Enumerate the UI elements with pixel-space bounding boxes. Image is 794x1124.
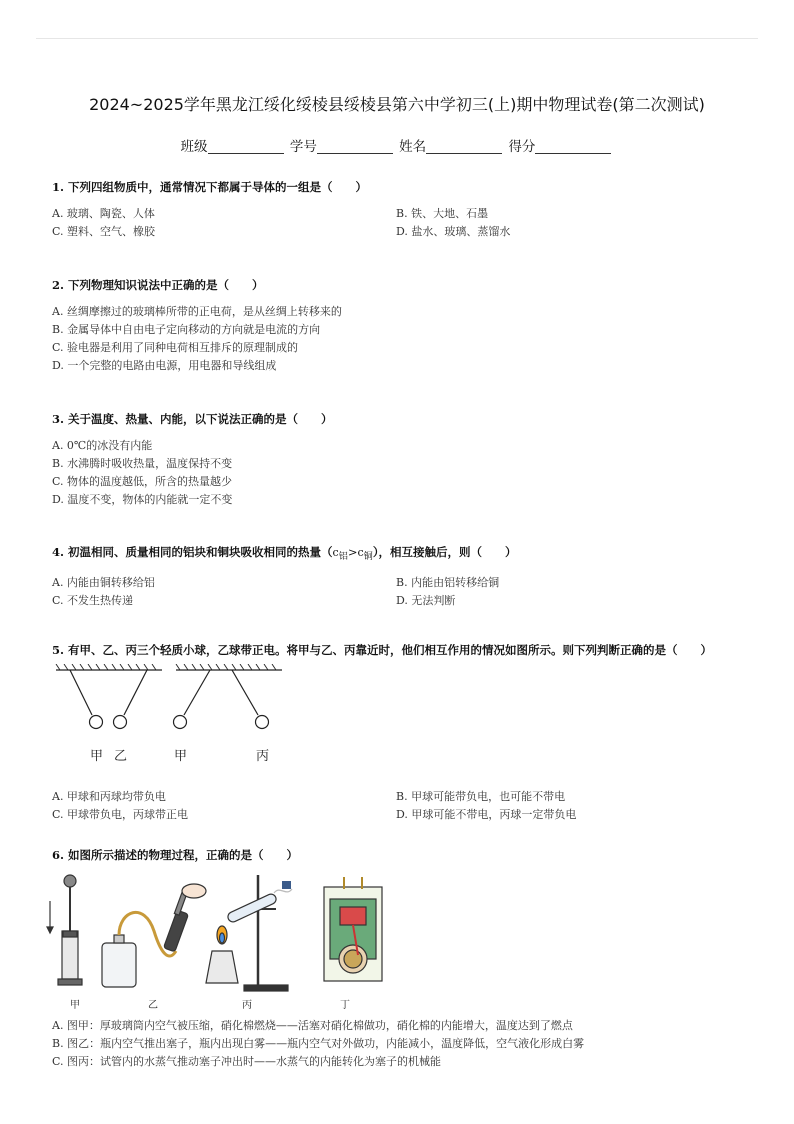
- ball-label-jia-1: 甲: [90, 749, 104, 764]
- question-3: [52, 410, 752, 509]
- specific-heat-copper: [357, 546, 373, 563]
- stem-part-a: 4. 初温相同、质量相同的铝块和铜块吸收相同的热量（: [52, 545, 333, 559]
- question-stem: 3. 关于温度、热量、内能，以下说法正确的是（ ）: [52, 412, 333, 426]
- class-label: 班级: [180, 139, 208, 155]
- option-c[interactable]: C. 图丙：试管内的水蒸气推动塞子冲出时——水蒸气的内能转化为塞子的机械能: [52, 1055, 442, 1068]
- copper-subscript: 铜: [363, 551, 373, 563]
- option-d[interactable]: D. 无法判断: [396, 594, 456, 608]
- option-d[interactable]: D. 盐水、玻璃、蒸馏水: [396, 225, 511, 238]
- thread-jia-1: [70, 670, 92, 715]
- question-4: [52, 543, 752, 610]
- ball-label-bing: 丙: [256, 749, 270, 764]
- option-d[interactable]: D. 甲球可能不带电，丙球一定带负电: [396, 808, 577, 821]
- figure-label-jia: 甲: [70, 1000, 80, 1011]
- id-label: 学号: [289, 139, 317, 155]
- option-b[interactable]: B. 甲球可能带负电，也可能不带电: [396, 790, 566, 803]
- thread-yi: [124, 670, 147, 715]
- score-label: 得分: [508, 139, 536, 155]
- id-blank[interactable]: [317, 139, 393, 154]
- option-d[interactable]: D. 一个完整的电路由电源，用电器和导线组成: [52, 359, 277, 372]
- question-stem: 1. 下列四组物质中，通常情况下都属于导体的一组是（ ）: [52, 180, 368, 194]
- option-c[interactable]: C. 塑料、空气、橡胶: [52, 225, 156, 238]
- option-d[interactable]: D. 温度不变，物体的内能就一定不变: [52, 493, 233, 506]
- ball-jia-2: [174, 716, 187, 729]
- compression-cylinder: [47, 875, 82, 985]
- question-options: [52, 205, 752, 241]
- option-b[interactable]: B. 图乙：瓶内空气推出塞子，瓶内出现白雾——瓶内空气对外做功，内能减小，温度降低，空气液化形成白雾: [52, 1037, 585, 1050]
- test-tube-stand: [206, 875, 292, 991]
- question-options: [52, 788, 752, 824]
- option-a[interactable]: A. 玻璃、陶瓷、人体: [52, 207, 155, 220]
- physics-process-figure: [44, 871, 384, 999]
- option-a[interactable]: A. 0℃的冰没有内能: [52, 439, 153, 452]
- option-c[interactable]: C. 验电器是利用了同种电荷相互排斥的原理制成的: [52, 341, 299, 354]
- header-divider: [36, 38, 758, 39]
- option-a[interactable]: A. 丝绸摩擦过的玻璃棒所带的正电荷，是从丝绸上转移来的: [52, 305, 342, 318]
- question-5: [52, 641, 752, 824]
- option-a[interactable]: A. 内能由铜转移给铝: [52, 576, 155, 590]
- thread-jia-2: [184, 670, 210, 715]
- specific-heat-aluminum: [332, 546, 348, 563]
- option-a[interactable]: A. 图甲：厚玻璃筒内空气被压缩，硝化棉燃烧——活塞对硝化棉做功，硝化棉的内能增大，温度达到了燃点: [52, 1019, 573, 1032]
- option-c[interactable]: C. 物体的温度越低，所含的热量越少: [52, 475, 233, 488]
- question-2: [52, 276, 752, 375]
- option-a[interactable]: A. 甲球和丙球均带负电: [52, 790, 166, 803]
- ball-bing: [256, 716, 269, 729]
- ball-label-yi: 乙: [114, 749, 128, 764]
- bottle-pump: [102, 884, 206, 987]
- option-c[interactable]: C. 不发生热传递: [52, 594, 134, 608]
- option-b[interactable]: B. 铁、大地、石墨: [396, 207, 489, 220]
- greater-than: >: [347, 545, 358, 559]
- question-options: [52, 437, 752, 509]
- name-label: 姓名: [399, 139, 427, 155]
- question-stem: [52, 543, 752, 566]
- engine-cylinder: [324, 877, 382, 981]
- figure-label-ding: 丁: [340, 1000, 350, 1011]
- stem-part-b: ），相互接触后，则（ ）: [372, 545, 517, 559]
- ball-jia-1: [90, 716, 103, 729]
- figure-label-bing: 丙: [242, 1000, 252, 1011]
- figure-label-yi: 乙: [148, 1000, 158, 1011]
- c-symbol: c: [357, 546, 364, 559]
- class-blank[interactable]: [208, 139, 284, 154]
- option-b[interactable]: B. 水沸腾时吸收热量，温度保持不变: [52, 457, 233, 470]
- question-options: [52, 303, 752, 375]
- option-c[interactable]: C. 甲球带负电，丙球带正电: [52, 808, 189, 821]
- question-stem: 2. 下列物理知识说法中正确的是（ ）: [52, 278, 264, 292]
- question-6: [52, 846, 752, 1071]
- question-1: [52, 178, 752, 241]
- ball-label-jia-2: 甲: [174, 749, 188, 764]
- name-blank[interactable]: [426, 139, 502, 154]
- question-options: [52, 574, 752, 610]
- student-info-line: [0, 135, 794, 155]
- question-stem: 5. 有甲、乙、丙三个轻质小球，乙球带正电。将甲与乙、丙靠近时，他们相互作用的情况如图所示。则下列判断正确的是（ ）: [52, 643, 713, 657]
- question-stem: 6. 如图所示描述的物理过程，正确的是（ ）: [52, 848, 299, 862]
- question-options: [52, 1017, 752, 1071]
- option-b[interactable]: B. 金属导体中自由电子定向移动的方向就是电流的方向: [52, 323, 321, 336]
- option-b[interactable]: B. 内能由铝转移给铜: [396, 576, 500, 590]
- aluminum-subscript: 铝: [338, 551, 348, 563]
- ball-yi: [114, 716, 127, 729]
- page-title: 2024~2025学年黑龙江绥化绥棱县绥棱县第六中学初三(上)期中物理试卷(第二次测试): [89, 95, 705, 114]
- c-symbol: c: [332, 546, 339, 559]
- thread-bing: [232, 670, 258, 715]
- score-blank[interactable]: [535, 139, 611, 154]
